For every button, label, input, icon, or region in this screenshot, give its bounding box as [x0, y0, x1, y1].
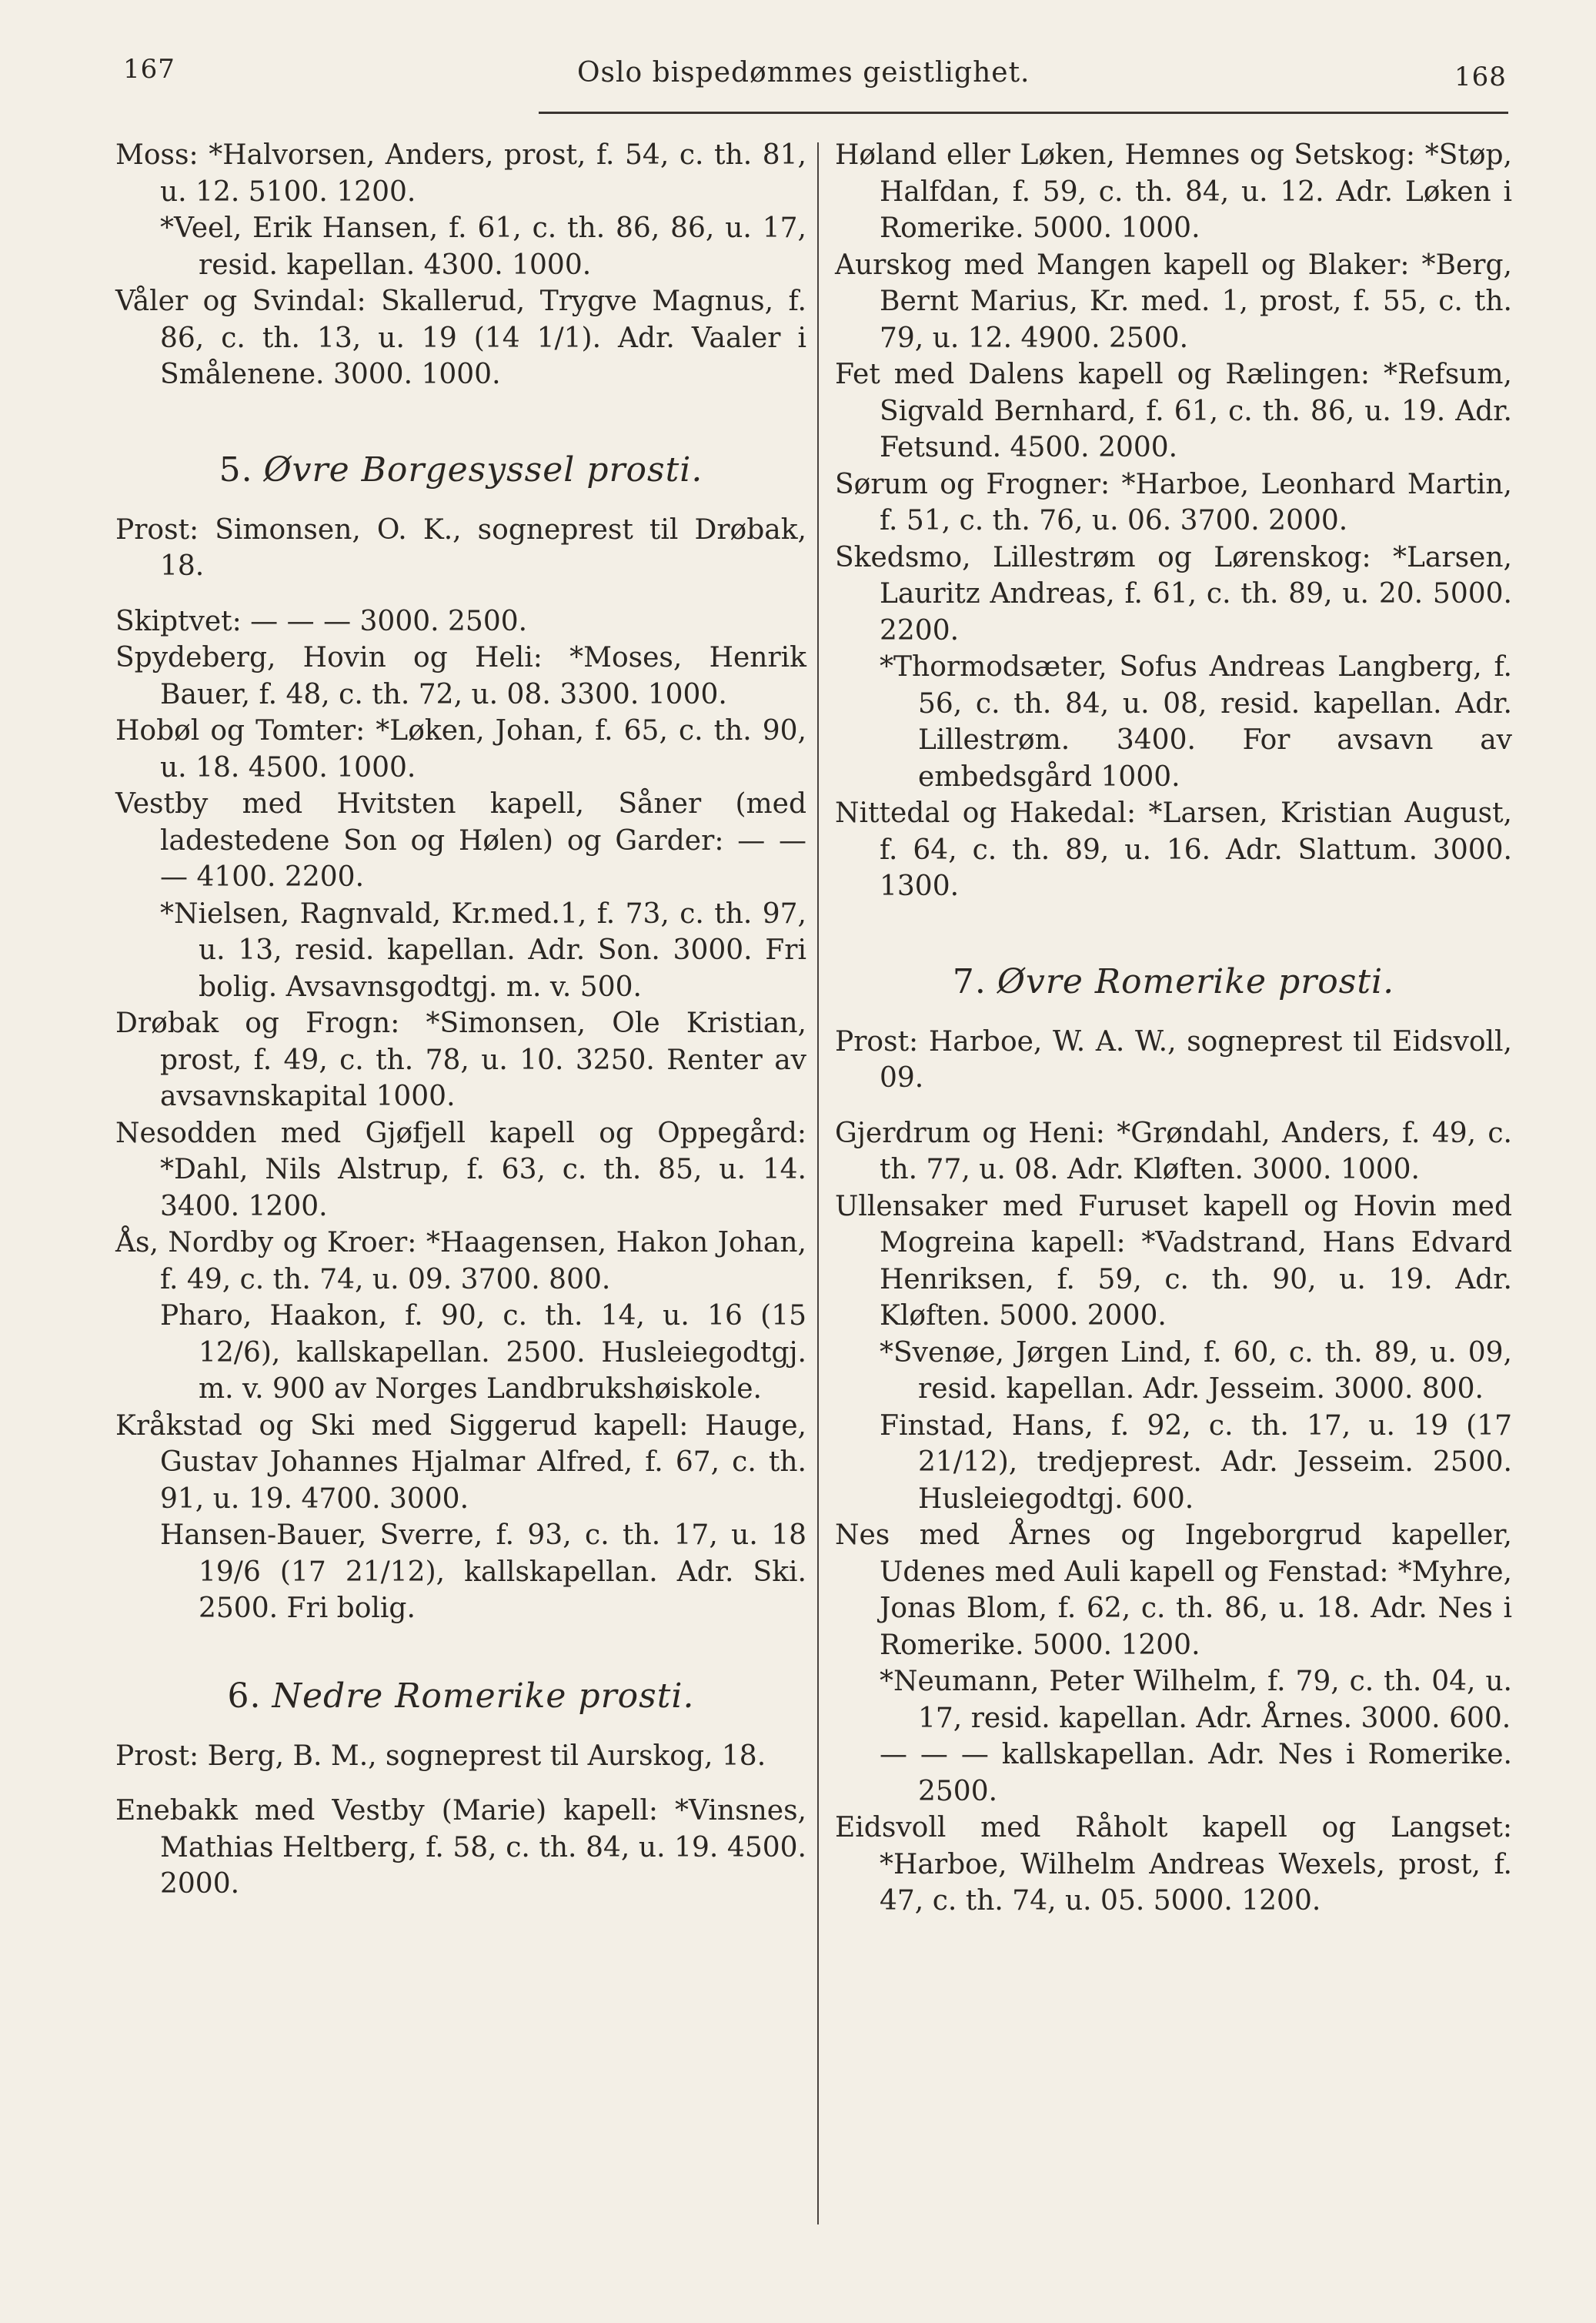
section-title: Øvre Borgesyssel prosti.	[263, 450, 703, 490]
entry: Kråkstad og Ski med Siggerud kapell: Hauge, Gustav Johannes Hjalmar Alfred, f. 67, c. th. 91, u. 19. 4700. 3000.	[115, 1409, 806, 1515]
entry: Ullensaker med Furuset kapell og Hovin med Mogreina kapell: *Vadstrand, Hans Edvard Henriksen, f. 59, c. th. 90, u. 19. Adr. Kløften. 5000. 2000.	[835, 1190, 1512, 1332]
entry: Hobøl og Tomter: *Løken, Johan, f. 65, c. th. 90, u. 18. 4500. 1000.	[115, 715, 806, 784]
section-title: Nedre Romerike prosti.	[272, 1676, 695, 1716]
entry: Skedsmo, Lillestrøm og Lørenskog: *Larsen, Lauritz Andreas, f. 61, c. th. 89, u. 20. 5000. 2200.	[835, 541, 1512, 647]
entry: Enebakk med Vestby (Marie) kapell: *Vinsnes, Mathias Heltberg, f. 58, c. th. 84, u. 19. 4500. 2000.	[115, 1795, 806, 1900]
entry: Gjerdrum og Heni: *Grøndahl, Anders, f. 49, c. th. 77, u. 08. Adr. Kløften. 3000. 1000.	[835, 1117, 1512, 1185]
entry: *Neumann, Peter Wilhelm, f. 79, c. th. 04, u. 17, resid. kapellan. Adr. Årnes. 3000. 600.	[880, 1666, 1512, 1734]
running-title: Oslo bispedømmes geistlighet.	[577, 57, 1030, 89]
entry: Fet med Dalens kapell og Rælingen: *Refsum, Sigvald Bernhard, f. 61, c. th. 86, u. 19. Adr. Fetsund. 4500. 2000.	[835, 359, 1512, 463]
entry: *Thormodsæter, Sofus Andreas Langberg, f. 56, c. th. 84, u. 08, resid. kapellan. Adr. Lillestrøm. 3400. For avsavn av embedsgård 1000.	[880, 651, 1512, 793]
right-column	[835, 137, 1512, 1920]
entry: — — — kallskapellan. Adr. Nes i Romerike. 2500.	[880, 1739, 1512, 1807]
entry: Moss: *Halvorsen, Anders, prost, f. 54, c. th. 81, u. 12. 5100. 1200.	[115, 139, 806, 208]
section-heading	[115, 447, 806, 493]
section-heading	[835, 959, 1512, 1005]
entry: Pharo, Haakon, f. 90, c. th. 14, u. 16 (15 12/6), kallskapellan. 2500. Husleiegodtgj. m. v. 900 av Norges Landbrukshøiskole.	[160, 1300, 806, 1405]
entry: *Svenøe, Jørgen Lind, f. 60, c. th. 89, u. 09, resid. kapellan. Adr. Jesseim. 3000. 800.	[880, 1336, 1512, 1405]
entry: Drøbak og Frogn: *Simonsen, Ole Kristian, prost, f. 49, c. th. 78, u. 10. 3250. Renter av avsavnskapital 1000.	[115, 1008, 806, 1112]
entry: Finstad, Hans, f. 92, c. th. 17, u. 19 (17 21/12), tredjeprest. Adr. Jesseim. 2500. Husleiegodtgj. 600.	[880, 1409, 1512, 1515]
entry: Eidsvoll med Råholt kapell og Langset: *Harboe, Wilhelm Andreas Wexels, prost, f. 47, c. th. 74, u. 05. 5000. 1200.	[835, 1812, 1512, 1917]
entry: Hansen-Bauer, Sverre, f. 93, c. th. 17, u. 18 19/6 (17 21/12), kallskapellan. Adr. Ski. 2500. Fri bolig.	[160, 1519, 806, 1624]
entry: Nesodden med Gjøfjell kapell og Oppegård: *Dahl, Nils Alstrup, f. 63, c. th. 85, u. 14. 3400. 1200.	[115, 1117, 806, 1222]
entry: Nittedal og Hakedal: *Larsen, Kristian August, f. 64, c. th. 89, u. 16. Adr. Slattum. 3000. 1300.	[835, 797, 1512, 902]
prost-line: Prost: Berg, B. M., sogneprest til Aurskog, 18.	[115, 1740, 766, 1772]
prost-line: Prost: Harboe, W. A. W., sogneprest til Eidsvoll, 09.	[835, 1025, 1512, 1094]
entry: Aurskog med Mangen kapell og Blaker: *Berg, Bernt Marius, Kr. med. 1, prost, f. 55, c. th. 79, u. 12. 4900. 2500.	[835, 249, 1512, 354]
page-number-left: 167	[123, 54, 175, 85]
entry: Skiptvet: — — — 3000. 2500.	[115, 605, 528, 637]
left-column	[115, 137, 806, 1903]
section-heading	[115, 1673, 806, 1720]
entry: Sørum og Frogner: *Harboe, Leonhard Martin, f. 51, c. th. 76, u. 06. 3700. 2000.	[835, 468, 1512, 536]
section-number: 6.	[227, 1676, 262, 1716]
section-number: 5.	[219, 450, 253, 490]
entry: *Veel, Erik Hansen, f. 61, c. th. 86, 86, u. 17, resid. kapellan. 4300. 1000.	[160, 212, 806, 281]
prost-line: Prost: Simonsen, O. K., sogneprest til Drøbak, 18.	[115, 513, 806, 582]
entry: Nes med Årnes og Ingeborgrud kapeller, Udenes med Auli kapell og Fenstad: *Myhre, Jonas Blom, f. 62, c. th. 86, u. 18. Adr. Nes i Romerike. 5000. 1200.	[835, 1519, 1512, 1661]
page-header	[0, 54, 1596, 108]
entry: Vestby med Hvitsten kapell, Såner (med ladestedene Son og Hølen) og Garder: — — — 4100. 2200.	[115, 788, 806, 893]
entry: *Nielsen, Ragnvald, Kr.med.1, f. 73, c. th. 97, u. 13, resid. kapellan. Adr. Son. 3000. Fri bolig. Avsavnsgodtgj. m. v. 500.	[160, 897, 806, 1003]
page-number-right: 168	[1454, 62, 1507, 92]
header-rule	[539, 112, 1508, 114]
entry: Våler og Svindal: Skallerud, Trygve Magnus, f. 86, c. th. 13, u. 19 (14 1/1). Adr. Vaaler i Smålenene. 3000. 1000.	[115, 286, 806, 390]
column-divider	[817, 142, 819, 2224]
section-title: Øvre Romerike prosti.	[997, 961, 1395, 1001]
entry: Spydeberg, Hovin og Heli: *Moses, Henrik Bauer, f. 48, c. th. 72, u. 08. 3300. 1000.	[115, 642, 806, 710]
entry: Høland eller Løken, Hemnes og Setskog: *Støp, Halfdan, f. 59, c. th. 84, u. 12. Adr. Løken i Romerike. 5000. 1000.	[835, 139, 1512, 244]
section-number: 7.	[952, 961, 987, 1001]
entry: Ås, Nordby og Kroer: *Haagensen, Hakon Johan, f. 49, c. th. 74, u. 09. 3700. 800.	[115, 1227, 806, 1295]
